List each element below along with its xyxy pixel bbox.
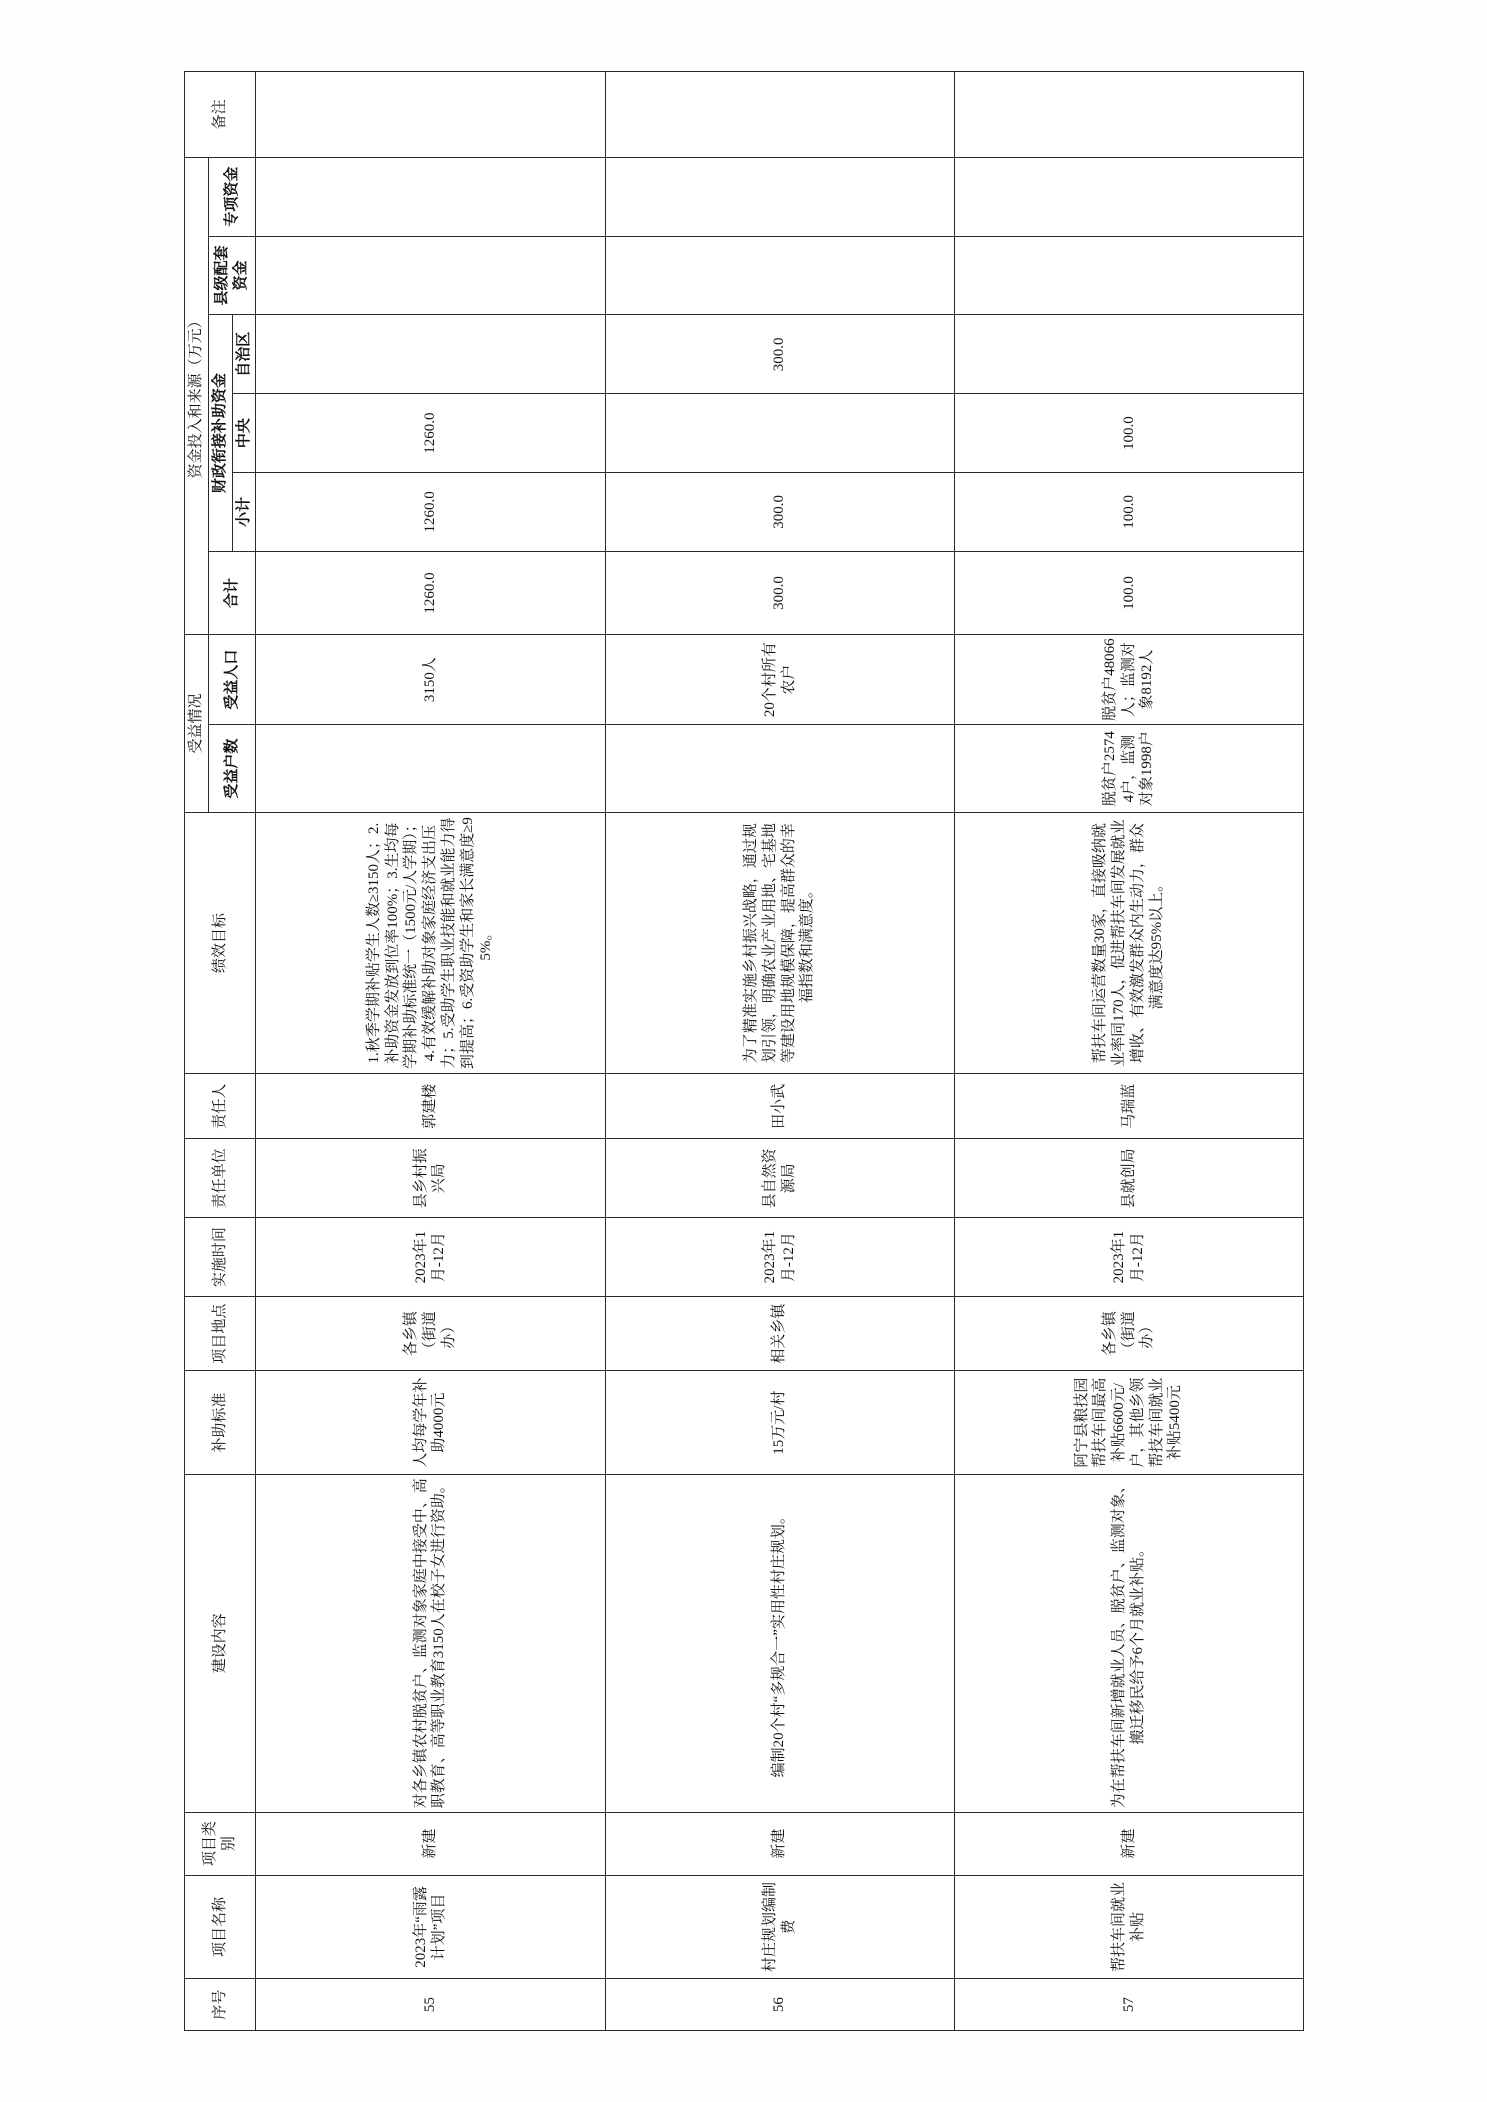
cell-autonomous-region xyxy=(954,315,1303,394)
cell-project-name: 帮扶车间就业补贴 xyxy=(954,1875,1303,1979)
cell-autonomous-region xyxy=(255,315,604,394)
cell-responsible-unit: 县自然资源局 xyxy=(605,1139,954,1218)
cell-performance-goal: 1.秋季学期补贴学生人数≥3150人；2.补助资金发放到位率100%；3.生均每学期补助标准统一（1500元/人学期）；4.有效缓解补助对象家庭经济支出压力；5.受助学生职业技能和就业能力得到提高；6.受资助学生和家长满意度≥95%。 xyxy=(255,812,604,1073)
cell-benefit-population: 3150人 xyxy=(255,635,604,725)
cell-benefit-population: 20个村所有农户 xyxy=(605,635,954,725)
table-row xyxy=(605,72,954,2031)
cell-implement-time: 2023年1月-12月 xyxy=(954,1218,1303,1297)
cell-seq: 55 xyxy=(255,1979,604,2031)
cell-total: 100.0 xyxy=(954,551,1303,634)
cell-central: 100.0 xyxy=(954,394,1303,473)
cell-content: 编制20个村“多规合一”实用性村庄规划。 xyxy=(605,1474,954,1812)
header-responsible-unit: 责任单位 xyxy=(184,1139,255,1218)
header-benefit-population: 受益人口 xyxy=(208,635,256,725)
cell-responsible-person: 郭建楼 xyxy=(255,1074,604,1139)
cell-autonomous-region: 300.0 xyxy=(605,315,954,394)
header-autonomous-region: 自治区 xyxy=(232,315,256,394)
header-county-matching: 县级配套资金 xyxy=(208,236,256,315)
cell-content: 对各乡镇农村脱贫户、监测对象家庭中接受中、高职教育、高等职业教育3150人在校子女进行资助。 xyxy=(255,1474,604,1812)
header-project-type: 项目类别 xyxy=(184,1812,255,1875)
header-content: 建设内容 xyxy=(184,1474,255,1812)
cell-subsidy-standard: 15万元/村 xyxy=(605,1371,954,1475)
table-header-row-1 xyxy=(184,72,208,2031)
cell-remark xyxy=(255,72,604,158)
cell-performance-goal: 为了精准实施乡村振兴战略，通过规划引领，明确农业产业用地、宅基地等建设用地规模保障，提高群众的幸福指数和满意度。 xyxy=(605,812,954,1073)
cell-total: 300.0 xyxy=(605,551,954,634)
cell-benefit-households xyxy=(255,725,604,813)
header-subsidy-standard: 补助标准 xyxy=(184,1371,255,1475)
header-responsible-person: 责任人 xyxy=(184,1074,255,1139)
cell-remark xyxy=(605,72,954,158)
header-remark: 备注 xyxy=(184,72,255,158)
header-project-place: 项目地点 xyxy=(184,1297,255,1371)
header-funds-group: 资金投入和来源（万元） xyxy=(184,157,208,634)
cell-remark xyxy=(954,72,1303,158)
header-project-name: 项目名称 xyxy=(184,1875,255,1979)
cell-special-funds xyxy=(954,157,1303,236)
cell-subtotal: 1260.0 xyxy=(255,473,604,552)
project-table xyxy=(184,71,1304,2031)
cell-project-type: 新建 xyxy=(605,1812,954,1875)
header-subtotal: 小计 xyxy=(232,473,256,552)
cell-special-funds xyxy=(255,157,604,236)
cell-project-type: 新建 xyxy=(255,1812,604,1875)
rotated-table-wrapper xyxy=(184,71,1304,2031)
table-row xyxy=(954,72,1303,2031)
cell-benefit-households xyxy=(605,725,954,813)
cell-central: 1260.0 xyxy=(255,394,604,473)
cell-benefit-population: 脱贫户48066人；监测对象8192人 xyxy=(954,635,1303,725)
cell-responsible-unit: 县就创局 xyxy=(954,1139,1303,1218)
header-total: 合计 xyxy=(208,551,256,634)
header-seq: 序号 xyxy=(184,1979,255,2031)
cell-subsidy-standard: 阿宁县粮技园帮扶车间最高补贴6600元/户，其他乡领帮技车间就业补贴5400元 xyxy=(954,1371,1303,1475)
cell-implement-time: 2023年1月-12月 xyxy=(255,1218,604,1297)
cell-central xyxy=(605,394,954,473)
cell-subtotal: 100.0 xyxy=(954,473,1303,552)
cell-seq: 56 xyxy=(605,1979,954,2031)
cell-responsible-person: 马瑞蓝 xyxy=(954,1074,1303,1139)
header-central: 中央 xyxy=(232,394,256,473)
header-fiscal-group: 财政衔接补助资金 xyxy=(208,315,232,551)
cell-county-matching xyxy=(255,236,604,315)
header-benefit-households: 受益户数 xyxy=(208,725,256,813)
cell-subtotal: 300.0 xyxy=(605,473,954,552)
header-performance-goal: 绩效目标 xyxy=(184,812,255,1073)
cell-county-matching xyxy=(954,236,1303,315)
cell-benefit-households: 脱贫户25744户，监测对象1998户 xyxy=(954,725,1303,813)
header-implement-time: 实施时间 xyxy=(184,1218,255,1297)
cell-project-place: 各乡镇（街道办） xyxy=(954,1297,1303,1371)
cell-content: 为在帮扶车间新增就业人员、脱贫户、监测对象、搬迁移民给予6个月就业补贴。 xyxy=(954,1474,1303,1812)
cell-responsible-unit: 县乡村振兴局 xyxy=(255,1139,604,1218)
cell-performance-goal: 帮扶车间运营数量30家，直接吸纳就业率同170人，促进帮扶车间发展就业增收、有效激发群众内生动力，群众满意度达95%以上。 xyxy=(954,812,1303,1073)
cell-project-place: 相关乡镇 xyxy=(605,1297,954,1371)
cell-project-name: 2023年“雨露计划”项目 xyxy=(255,1875,604,1979)
cell-project-name: 村庄规划编制费 xyxy=(605,1875,954,1979)
cell-implement-time: 2023年1月-12月 xyxy=(605,1218,954,1297)
cell-county-matching xyxy=(605,236,954,315)
header-special-funds: 专项资金 xyxy=(208,157,256,236)
cell-responsible-person: 田小武 xyxy=(605,1074,954,1139)
cell-project-place: 各乡镇（街道办） xyxy=(255,1297,604,1371)
cell-subsidy-standard: 人均每学年补助4000元 xyxy=(255,1371,604,1475)
cell-total: 1260.0 xyxy=(255,551,604,634)
header-benefit-group: 受益情况 xyxy=(184,635,208,813)
table-row xyxy=(255,72,604,2031)
cell-seq: 57 xyxy=(954,1979,1303,2031)
cell-project-type: 新建 xyxy=(954,1812,1303,1875)
cell-special-funds xyxy=(605,157,954,236)
